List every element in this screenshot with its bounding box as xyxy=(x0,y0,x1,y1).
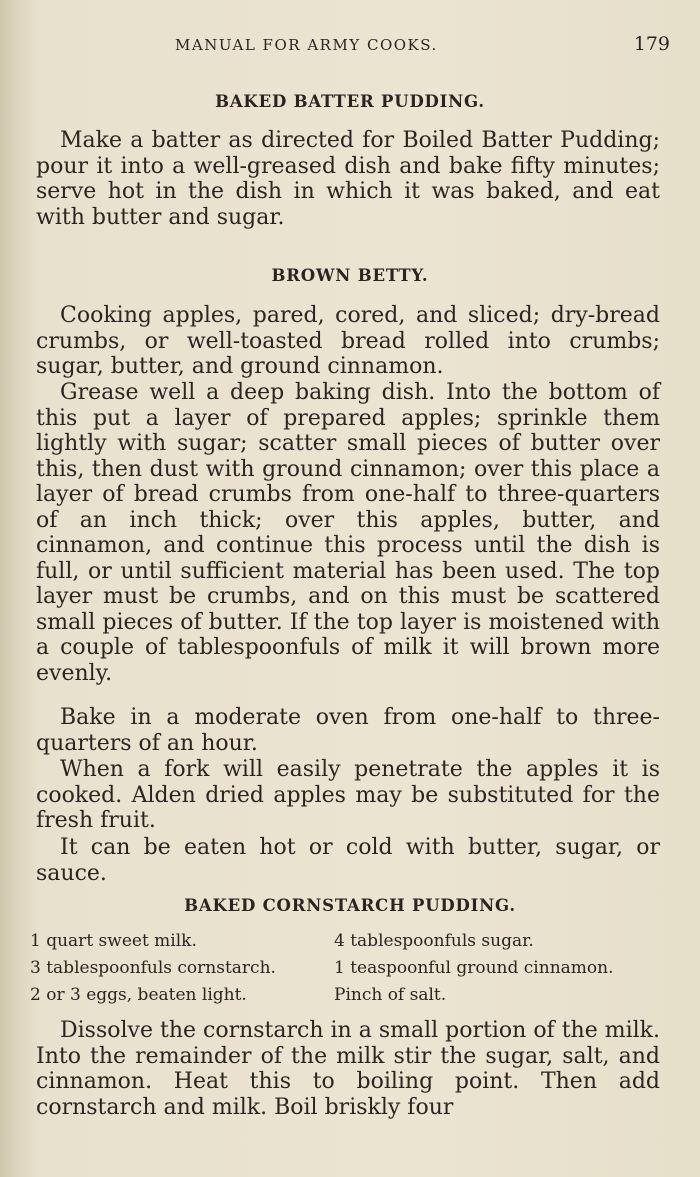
ingredient: 4 tablespoonfuls sugar. xyxy=(334,931,534,951)
paragraph: It can be eaten hot or cold with butter, sugar, or sauce. xyxy=(36,835,660,886)
page-number: 179 xyxy=(633,33,670,55)
recipe-title-baked-batter-pudding: BAKED BATTER PUDDING. xyxy=(215,92,485,111)
paragraph: Dissolve the cornstarch in a small portion of the milk. Into the remainder of the milk stir the sugar, salt, and cinnamon. Heat this to boiling point. Then add cornstarch and milk. Boil briskly four xyxy=(36,1018,660,1120)
ingredient: 1 quart sweet milk. xyxy=(30,931,197,951)
ingredients-row xyxy=(30,928,670,955)
recipe-title-baked-cornstarch-pudding: BAKED CORNSTARCH PUDDING. xyxy=(184,896,516,915)
running-header xyxy=(175,33,670,55)
paragraph: When a fork will easily penetrate the apples it is cooked. Alden dried apples may be substituted for the fresh fruit. xyxy=(36,757,660,833)
ingredients-row xyxy=(30,982,670,1009)
ingredient: 1 teaspoonful ground cinnamon. xyxy=(334,958,614,978)
paragraph: Cooking apples, pared, cored, and sliced; dry-bread crumbs, or well-toasted bread rolled into crumbs; sugar, butter, and ground cinnamon. xyxy=(36,303,660,379)
ingredient: 3 tablespoonfuls cornstarch. xyxy=(30,958,276,978)
ingredients-row xyxy=(30,955,670,982)
recipe-title-brown-betty: BROWN BETTY. xyxy=(271,266,429,285)
paragraph: Make a batter as directed for Boiled Batter Pudding; pour it into a well-greased dish and bake fifty minutes; serve hot in the dish in which it was baked, and eat with butter and sugar. xyxy=(36,128,660,230)
paragraph: Grease well a deep baking dish. Into the bottom of this put a layer of prepared apples; sprinkle them lightly with sugar; scatter small pieces of butter over this, then dust with ground cinnamon; over this place a layer of bread crumbs from one-half to three-quarters of an inch thick; over this apples, butter, and cinnamon, and continue this process until the dish is full, or until sufficient material has been used. The top layer must be crumbs, and on this must be scattered small pieces of butter. If the top layer is moistened with a couple of tablespoonfuls of milk it will brown more evenly. xyxy=(36,380,660,686)
ingredients-list xyxy=(30,928,670,1009)
ingredient: 2 or 3 eggs, beaten light. xyxy=(30,985,247,1005)
paragraph: Bake in a moderate oven from one-half to three-quarters of an hour. xyxy=(36,705,660,756)
running-title: MANUAL FOR ARMY COOKS. xyxy=(175,36,438,54)
ingredient: Pinch of salt. xyxy=(334,985,447,1005)
